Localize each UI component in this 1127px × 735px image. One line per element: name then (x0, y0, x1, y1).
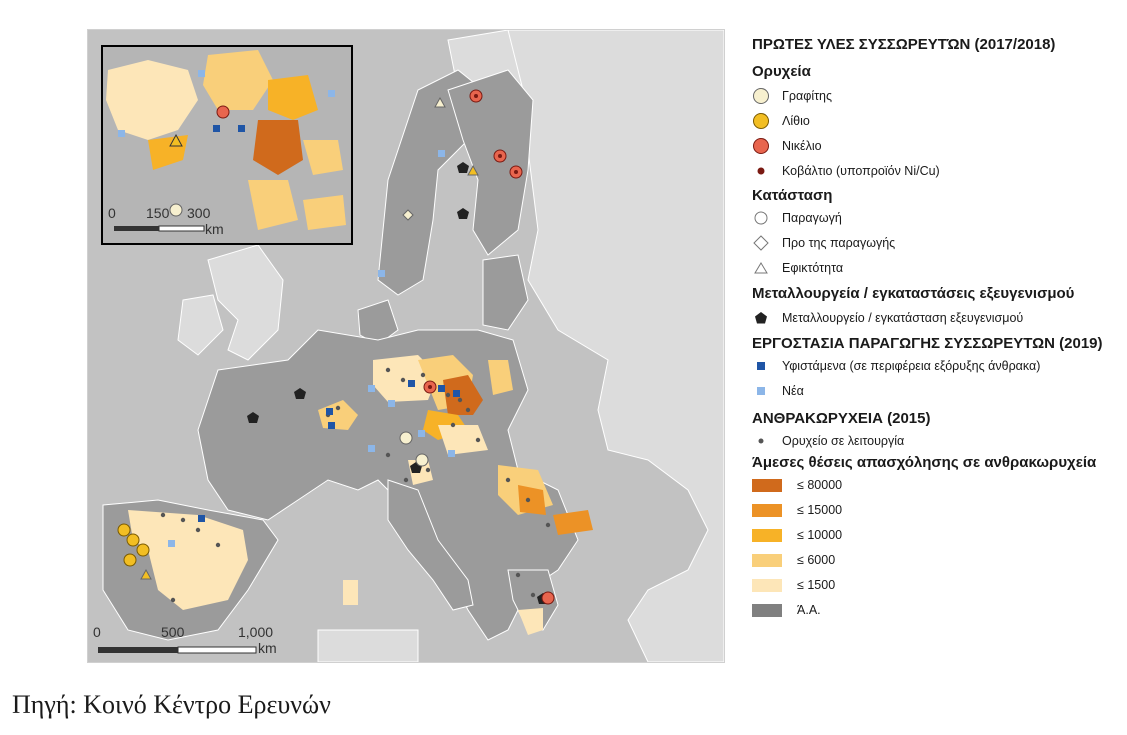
swatch-15000 (752, 504, 782, 517)
cobalt-icon (752, 162, 770, 180)
legend-item-jobs-10000 (752, 524, 1124, 549)
legend-item-existing-factory (752, 354, 1124, 379)
inset-scale-unit: km (205, 221, 224, 237)
new-factory-label: Νέα (782, 384, 804, 398)
status-heading: Κατάσταση (752, 187, 833, 204)
jobs-6000-label: ≤ 6000 (797, 553, 836, 567)
legend-item-new-factory (752, 379, 1124, 404)
swatch-1500 (752, 579, 782, 592)
legend-item-production (752, 206, 1124, 231)
feasibility-label: Εφικτότητα (782, 261, 844, 275)
inset-scale-labels (104, 205, 264, 241)
main-scale-unit: km (258, 640, 277, 656)
main-scale-tick-0: 0 (93, 624, 101, 640)
circle-icon (752, 209, 770, 227)
square-light-icon (752, 382, 770, 400)
legend-item-jobs-1500 (752, 574, 1124, 599)
diamond-icon (752, 234, 770, 252)
main-scale-tick-1: 500 (161, 624, 185, 640)
main-scale-labels (88, 624, 348, 654)
europe-map (87, 29, 725, 663)
legend-item-graphite (752, 84, 1124, 109)
cobalt-label: Κοβάλτιο (υποπροϊόν Ni/Cu) (782, 164, 940, 178)
source-caption: Πηγή: Κοινό Κέντρο Ερευνών (12, 690, 331, 719)
smelter-label: Μεταλλουργείο / εγκατάσταση εξευγενισμού (782, 311, 1024, 325)
legend-item-jobs-15000 (752, 499, 1124, 524)
inset-scale-tick-1: 150 (146, 205, 170, 221)
coal-mine-label: Ορυχείο σε λειτουργία (782, 434, 905, 448)
lithium-icon (752, 112, 770, 130)
nickel-icon (752, 137, 770, 155)
jobs-80000-label: ≤ 80000 (797, 478, 843, 492)
production-label: Παραγωγή (782, 211, 842, 225)
legend-title: ΠΡΩΤΕΣ ΥΛΕΣ ΣΥΣΣΩΡΕΥΤΏΝ (2017/2018) (752, 36, 1056, 53)
jobs-heading: Άμεσες θέσεις απασχόλησης σε ανθρακωρυχεία (752, 454, 1097, 471)
dot-icon (752, 432, 770, 450)
swatch-80000 (752, 479, 782, 492)
graphite-icon (752, 87, 770, 105)
legend-item-lithium (752, 109, 1124, 134)
jobs-1500-label: ≤ 1500 (797, 578, 836, 592)
pentagon-icon (752, 309, 770, 327)
map-legend (752, 36, 1124, 624)
swatch-6000 (752, 554, 782, 567)
legend-item-coal-mine (752, 429, 1124, 454)
existing-factory-label: Υφιστάμενα (σε περιφέρεια εξόρυξης άνθρακα) (782, 359, 1041, 373)
pre-production-label: Προ της παραγωγής (782, 236, 896, 250)
legend-item-cobalt (752, 159, 1124, 181)
swatch-na (752, 604, 782, 617)
legend-item-jobs-80000 (752, 474, 1124, 499)
mines-heading: Ορυχεία (752, 63, 811, 80)
graphite-label: Γραφίτης (782, 89, 833, 103)
legend-item-feasibility (752, 256, 1124, 281)
triangle-icon (752, 259, 770, 277)
jobs-15000-label: ≤ 15000 (797, 503, 843, 517)
nickel-label: Νικέλιο (782, 139, 822, 153)
jobs-10000-label: ≤ 10000 (797, 528, 843, 542)
legend-item-jobs-na (752, 599, 1124, 624)
legend-item-nickel (752, 134, 1124, 159)
main-scale-tick-2: 1,000 (238, 624, 274, 640)
factories-heading: ΕΡΓΟΣΤΑΣΙΑ ΠΑΡΑΓΩΓΗΣ ΣΥΣΣΩΡΕΥΤΩΝ (2019) (752, 335, 1103, 352)
coal-heading: ΑΝΘΡΑΚΩΡΥΧΕΙΑ (2015) (752, 410, 931, 427)
legend-item-pre-production (752, 231, 1124, 256)
lithium-label: Λίθιο (782, 114, 810, 128)
smelter-heading: Μεταλλουργεία / εγκαταστάσεις εξευγενισμού (752, 285, 1075, 302)
jobs-na-label: Ά.Α. (797, 603, 821, 617)
map-canvas (88, 30, 724, 662)
swatch-10000 (752, 529, 782, 542)
square-dark-icon (752, 357, 770, 375)
inset-scale-tick-0: 0 (108, 205, 116, 221)
legend-item-jobs-6000 (752, 549, 1124, 574)
legend-item-smelter (752, 306, 1124, 331)
inset-scale-tick-2: 300 (187, 205, 211, 221)
